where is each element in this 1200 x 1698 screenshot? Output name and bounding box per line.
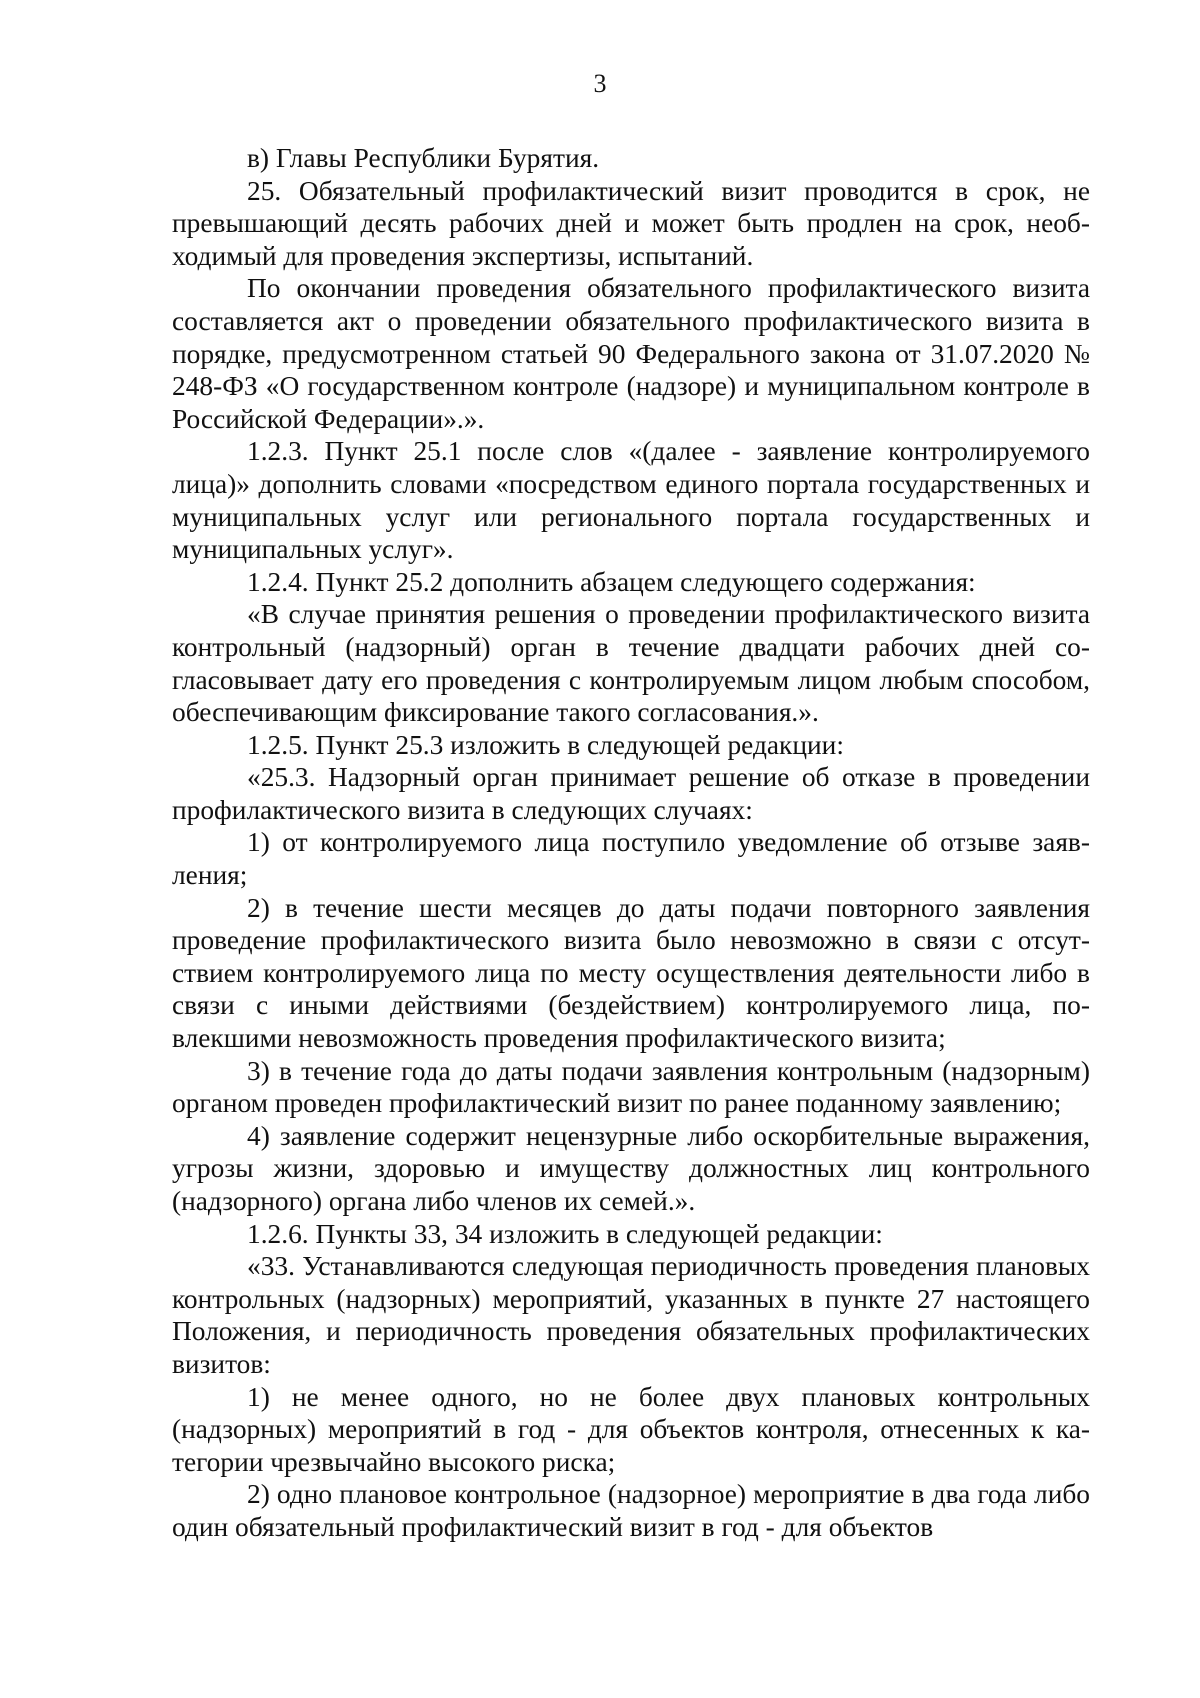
paragraph: 1.2.5. Пункт 25.3 изложить в следующей редакции: xyxy=(247,729,844,760)
paragraph: 25. Обязательный профилактический визит проводится в срок, не превышающий десять рабочих дней и может быть продлен на срок, необходимый для проведения экспертизы, испытаний. xyxy=(172,175,1090,271)
paragraph: 4) заявление содержит нецензурные либо оскорбительные выражения, угрозы жизни, здоровью и имуществу должностных лиц контрольного (надзорного) органа либо членов их семей.». xyxy=(172,1120,1090,1216)
paragraph: «В случае принятия решения о проведении профилактического визита контрольный (надзорный) орган в течение двадцати рабочих дней согласовывает дату его проведения с контролируемым лицом любым способом, обеспечивающим фиксирование такого согласования.». xyxy=(172,599,1090,728)
paragraph: 1.2.4. Пункт 25.2 дополнить абзацем следующего содержания: xyxy=(247,566,976,597)
paragraph: 1.2.6. Пункты 33, 34 изложить в следующей редакции: xyxy=(247,1218,883,1249)
paragraph: в) Главы Республики Бурятия. xyxy=(247,143,600,173)
paragraph: По окончании проведения обязательного профилактического визита составляется акт о проведении обязательного профилактического визита в порядке, предусмотренном статьей 90 Федерального закона от 31.07.2020 № 248-ФЗ «О государственном контроле (надзоре) и муниципальном контроле в Российской Федерации».». xyxy=(172,273,1090,434)
paragraph: 1) не менее одного, но не более двух плановых контрольных (надзорных) мероприятий в год - для объектов контроля, отнесенных к категории чрезвычайно высокого риска; xyxy=(172,1381,1090,1477)
paragraph: 1) от контролируемого лица поступило уведомление об отзыве заявления; xyxy=(172,827,1090,891)
paragraph: 1.2.3. Пункт 25.1 после слов «(далее - заявление контролируемого лица)» дополнить словами «посредством единого портала государственных и муниципальных услуг или регионального портала государственных и муниципальных услуг». xyxy=(172,436,1090,565)
paragraph: 2) одно плановое контрольное (надзорное) мероприятие в два года либо один обязательный профилактический визит в год - для объектов xyxy=(172,1479,1090,1542)
document-body xyxy=(172,142,1090,1544)
paragraph: «25.3. Надзорный орган принимает решение об отказе в проведении профилактического визита в следующих случаях: xyxy=(172,762,1090,825)
page-number: 3 xyxy=(593,69,607,98)
paragraph: 3) в течение года до даты подачи заявления контрольным (надзорным) органом проведен профилактический визит по ранее поданному заявлению; xyxy=(172,1055,1090,1119)
paragraph: «33. Устанавливаются следующая периодичность проведения плановых контрольных (надзорных) мероприятий, указанных в пункте 27 настоящего Положения, и периодичность проведения обязательных профилактических визитов: xyxy=(172,1251,1090,1379)
paragraph: 2) в течение шести месяцев до даты подачи повторного заявления проведение профилактического визита было невозможно в связи с отсутствием контролируемого лица по месту осуществления деятельности либо в связи с иными действиями (бездействием) контролируемого лица, повлекшими невозможность проведения профилактического визита; xyxy=(172,892,1090,1054)
